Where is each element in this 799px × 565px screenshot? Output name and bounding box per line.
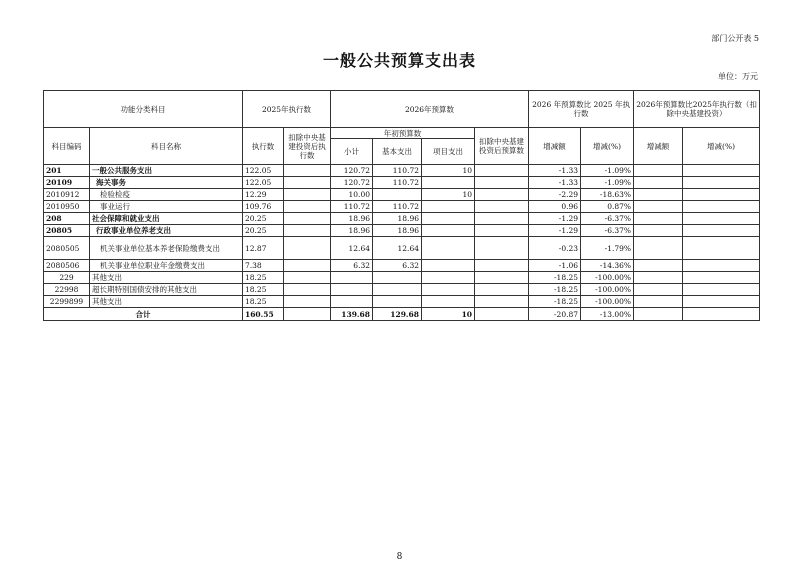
row-basic — [373, 284, 422, 296]
row-project — [422, 225, 475, 237]
row-subtotal — [331, 284, 373, 296]
row-excl-budget — [475, 296, 529, 308]
row-pct: -6.37% — [581, 225, 634, 237]
header-subtotal: 小计 — [331, 139, 373, 165]
row-pct-excl — [683, 213, 760, 225]
table-row — [44, 165, 760, 177]
row-excl-exec — [284, 260, 331, 272]
row-project — [422, 177, 475, 189]
header-incr-amount-excl: 增减额 — [634, 128, 683, 165]
row-code: 20805 — [44, 225, 90, 237]
row-project: 10 — [422, 189, 475, 201]
row-exec: 20.25 — [243, 225, 284, 237]
row-exec: 122.05 — [243, 177, 284, 189]
table-row — [44, 177, 760, 189]
total-label: 合计 — [44, 308, 243, 321]
row-name: 机关事业单位职业年金缴费支出 — [90, 260, 243, 272]
row-pct-excl — [683, 189, 760, 201]
row-excl-budget — [475, 189, 529, 201]
row-basic — [373, 272, 422, 284]
row-name: 海关事务 — [90, 177, 243, 189]
header-annual-budget: 年初预算数 — [331, 128, 475, 139]
row-name: 超长期特别国债安排的其他支出 — [90, 284, 243, 296]
row-subtotal: 6.32 — [331, 260, 373, 272]
row-excl-exec — [284, 225, 331, 237]
row-name: 其他支出 — [90, 272, 243, 284]
row-excl-budget — [475, 201, 529, 213]
row-incr-excl — [634, 165, 683, 177]
total-excl-exec — [284, 308, 331, 321]
row-pct: -1.79% — [581, 237, 634, 260]
row-incr-excl — [634, 260, 683, 272]
row-excl-exec — [284, 213, 331, 225]
row-incr: -18.25 — [529, 272, 581, 284]
table-row — [44, 201, 760, 213]
row-incr: -18.25 — [529, 296, 581, 308]
row-name: 其他支出 — [90, 296, 243, 308]
table-row — [44, 296, 760, 308]
row-basic: 110.72 — [373, 201, 422, 213]
row-pct-excl — [683, 201, 760, 213]
row-code: 2010950 — [44, 201, 90, 213]
row-incr: -0.23 — [529, 237, 581, 260]
row-incr-excl — [634, 225, 683, 237]
row-subtotal: 120.72 — [331, 165, 373, 177]
row-incr: 0.96 — [529, 201, 581, 213]
row-excl-exec — [284, 177, 331, 189]
row-code: 229 — [44, 272, 90, 284]
row-excl-exec — [284, 237, 331, 260]
row-subtotal — [331, 296, 373, 308]
row-exec: 18.25 — [243, 284, 284, 296]
row-incr: -2.29 — [529, 189, 581, 201]
row-subtotal: 12.64 — [331, 237, 373, 260]
header-code: 科目编码 — [44, 128, 90, 165]
row-project — [422, 296, 475, 308]
document-code: 部门公开表 5 — [711, 34, 759, 43]
row-excl-budget — [475, 213, 529, 225]
row-excl-budget — [475, 284, 529, 296]
row-excl-budget — [475, 237, 529, 260]
row-excl-exec — [284, 165, 331, 177]
total-incr: -20.87 — [529, 308, 581, 321]
row-excl-exec — [284, 189, 331, 201]
header-project: 项目支出 — [422, 139, 475, 165]
row-code: 22998 — [44, 284, 90, 296]
row-pct-excl — [683, 284, 760, 296]
total-basic: 129.68 — [373, 308, 422, 321]
header-incr-percent-excl: 增减(%) — [683, 128, 760, 165]
row-project — [422, 272, 475, 284]
header-2025-exec: 2025年执行数 — [243, 91, 331, 128]
row-subtotal: 18.96 — [331, 225, 373, 237]
row-excl-budget — [475, 225, 529, 237]
row-excl-exec — [284, 284, 331, 296]
row-incr: -1.33 — [529, 177, 581, 189]
row-incr-excl — [634, 237, 683, 260]
row-name: 检验检疫 — [90, 189, 243, 201]
row-pct: -100.00% — [581, 272, 634, 284]
table-row — [44, 225, 760, 237]
row-code: 2299899 — [44, 296, 90, 308]
header-incr-percent: 增减(%) — [581, 128, 634, 165]
row-exec: 122.05 — [243, 165, 284, 177]
table-row — [44, 272, 760, 284]
row-pct: -14.36% — [581, 260, 634, 272]
row-pct: -18.63% — [581, 189, 634, 201]
table-row — [44, 213, 760, 225]
total-row — [44, 308, 760, 321]
row-incr-excl — [634, 201, 683, 213]
row-code: 2080506 — [44, 260, 90, 272]
header-excl-central-exec: 扣除中央基建投资后执行数 — [284, 128, 331, 165]
row-basic: 18.96 — [373, 225, 422, 237]
row-subtotal: 110.72 — [331, 201, 373, 213]
row-excl-exec — [284, 201, 331, 213]
row-pct-excl — [683, 260, 760, 272]
row-exec: 18.25 — [243, 272, 284, 284]
row-basic: 6.32 — [373, 260, 422, 272]
row-project — [422, 284, 475, 296]
row-incr-excl — [634, 213, 683, 225]
row-exec: 18.25 — [243, 296, 284, 308]
total-project: 10 — [422, 308, 475, 321]
header-exec: 执行数 — [243, 128, 284, 165]
row-basic — [373, 296, 422, 308]
row-name: 社会保障和就业支出 — [90, 213, 243, 225]
row-excl-budget — [475, 177, 529, 189]
row-incr-excl — [634, 272, 683, 284]
table-row — [44, 189, 760, 201]
page-number: 8 — [396, 552, 403, 562]
unit-label: 单位：万元 — [718, 72, 758, 81]
row-exec: 20.25 — [243, 213, 284, 225]
row-basic: 110.72 — [373, 177, 422, 189]
row-incr: -1.33 — [529, 165, 581, 177]
row-subtotal: 10.00 — [331, 189, 373, 201]
row-code: 20109 — [44, 177, 90, 189]
row-excl-budget — [475, 165, 529, 177]
total-subtotal: 139.68 — [331, 308, 373, 321]
row-incr-excl — [634, 189, 683, 201]
row-incr: -1.29 — [529, 225, 581, 237]
row-exec: 7.38 — [243, 260, 284, 272]
header-function-class: 功能分类科目 — [44, 91, 243, 128]
row-pct: -6.37% — [581, 213, 634, 225]
row-excl-budget — [475, 272, 529, 284]
row-code: 208 — [44, 213, 90, 225]
table-row — [44, 260, 760, 272]
row-name: 行政事业单位养老支出 — [90, 225, 243, 237]
row-incr: -1.29 — [529, 213, 581, 225]
row-project — [422, 237, 475, 260]
row-project — [422, 201, 475, 213]
row-project — [422, 213, 475, 225]
row-pct: 0.87% — [581, 201, 634, 213]
row-name: 一般公共服务支出 — [90, 165, 243, 177]
row-name: 事业运行 — [90, 201, 243, 213]
row-pct-excl — [683, 272, 760, 284]
header-2026-budget: 2026年预算数 — [331, 91, 529, 128]
row-code: 201 — [44, 165, 90, 177]
row-pct-excl — [683, 177, 760, 189]
row-pct: -100.00% — [581, 296, 634, 308]
row-subtotal: 18.96 — [331, 213, 373, 225]
header-basic: 基本支出 — [373, 139, 422, 165]
row-project: 10 — [422, 165, 475, 177]
row-excl-exec — [284, 296, 331, 308]
budget-table — [43, 90, 760, 321]
row-excl-exec — [284, 272, 331, 284]
row-exec: 12.87 — [243, 237, 284, 260]
row-incr-excl — [634, 284, 683, 296]
total-incr-excl — [634, 308, 683, 321]
row-pct-excl — [683, 165, 760, 177]
header-compare-excl: 2026年预算数比2025年执行数（扣除中央基建投资） — [634, 91, 760, 128]
row-pct-excl — [683, 225, 760, 237]
row-pct: -1.09% — [581, 177, 634, 189]
row-code: 2010912 — [44, 189, 90, 201]
header-name: 科目名称 — [90, 128, 243, 165]
row-basic: 18.96 — [373, 213, 422, 225]
row-basic: 110.72 — [373, 165, 422, 177]
header-incr-amount: 增减额 — [529, 128, 581, 165]
row-incr-excl — [634, 177, 683, 189]
row-incr-excl — [634, 296, 683, 308]
row-incr: -1.06 — [529, 260, 581, 272]
row-exec: 109.76 — [243, 201, 284, 213]
row-excl-budget — [475, 260, 529, 272]
row-pct: -100.00% — [581, 284, 634, 296]
row-basic: 12.64 — [373, 237, 422, 260]
table-row — [44, 284, 760, 296]
total-exec: 160.55 — [243, 308, 284, 321]
total-pct-excl — [683, 308, 760, 321]
total-excl-budget — [475, 308, 529, 321]
row-pct-excl — [683, 296, 760, 308]
row-code: 2080505 — [44, 237, 90, 260]
row-incr: -18.25 — [529, 284, 581, 296]
row-subtotal — [331, 272, 373, 284]
header-compare: 2026 年预算数比 2025 年执行数 — [529, 91, 634, 128]
row-basic — [373, 189, 422, 201]
table-row — [44, 237, 760, 260]
row-subtotal: 120.72 — [331, 177, 373, 189]
row-name: 机关事业单位基本养老保险缴费支出 — [90, 237, 243, 260]
row-pct-excl — [683, 237, 760, 260]
row-exec: 12.29 — [243, 189, 284, 201]
total-pct: -13.00% — [581, 308, 634, 321]
row-pct: -1.09% — [581, 165, 634, 177]
header-excl-central-budget: 扣除中央基建投资后预算数 — [475, 128, 529, 165]
row-project — [422, 260, 475, 272]
page-title: 一般公共预算支出表 — [322, 51, 476, 70]
